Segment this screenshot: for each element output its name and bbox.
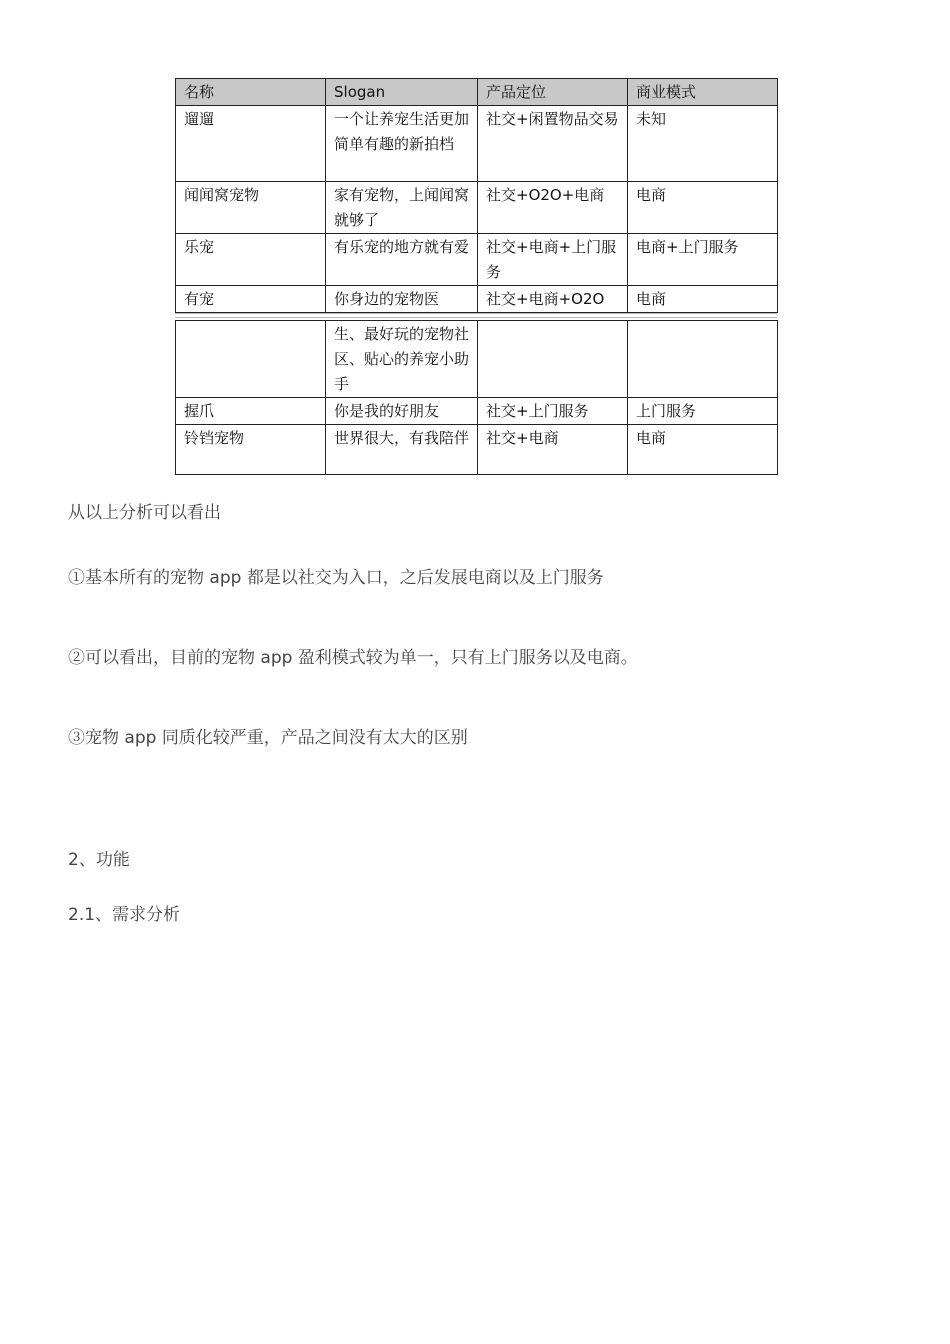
- cell-business-model: 未知: [628, 106, 778, 182]
- table-row: [176, 321, 778, 398]
- table-row: [176, 234, 778, 286]
- point-marker: ①: [68, 568, 85, 588]
- section-title: 、功能: [78, 850, 130, 870]
- section-2-heading: [68, 849, 130, 871]
- point-text-suffix: 同质化较严重，产品之间没有太大的区别: [161, 728, 468, 748]
- cell-name: 有宠: [176, 286, 326, 313]
- cell-name: 握爪: [176, 398, 326, 425]
- table-row: [176, 286, 778, 313]
- point-text-suffix: 都是以社交为入口，之后发展电商以及上门服务: [246, 568, 604, 588]
- cell-positioning: 社交+上门服务: [478, 398, 628, 425]
- header-slogan: Slogan: [326, 79, 478, 106]
- analysis-point-3: [68, 727, 468, 749]
- table-row: [176, 398, 778, 425]
- cell-name: 闻闻窝宠物: [176, 182, 326, 234]
- analysis-point-2: [68, 647, 638, 669]
- table-row: [176, 182, 778, 234]
- cell-positioning: 社交+O2O+电商: [478, 182, 628, 234]
- section-2-1-heading: [68, 904, 180, 926]
- header-positioning: 产品定位: [478, 79, 628, 106]
- point-text-prefix: 基本所有的宠物: [85, 568, 204, 588]
- section-number: 2.1: [68, 905, 96, 925]
- cell-slogan: 有乐宠的地方就有爱: [326, 234, 478, 286]
- header-name: 名称: [176, 79, 326, 106]
- cell-slogan: 世界很大，有我陪伴: [326, 425, 478, 475]
- app-term: app: [124, 728, 157, 748]
- point-text-prefix: 宠物: [85, 728, 119, 748]
- cell-business-model: 电商: [628, 425, 778, 475]
- cell-slogan: 生、最好玩的宠物社区、贴心的养宠小助手: [326, 321, 478, 398]
- cell-business-model: 电商: [628, 286, 778, 313]
- page-break-divider: [175, 313, 777, 318]
- cell-name: 遛遛: [176, 106, 326, 182]
- table-header-row: [176, 79, 778, 106]
- cell-slogan: 你身边的宠物医: [326, 286, 478, 313]
- app-term: app: [209, 568, 242, 588]
- cell-positioning: 社交+电商: [478, 425, 628, 475]
- cell-business-model: 电商: [628, 182, 778, 234]
- cell-business-model: 上门服务: [628, 398, 778, 425]
- cell-positioning: [478, 321, 628, 398]
- table-row: [176, 425, 778, 475]
- section-title: 、需求分析: [95, 905, 181, 925]
- point-text-suffix: 盈利模式较为单一，只有上门服务以及电商。: [297, 648, 638, 668]
- cell-name: 铃铛宠物: [176, 425, 326, 475]
- cell-business-model: [628, 321, 778, 398]
- point-marker: ②: [68, 648, 85, 668]
- cell-business-model: 电商+上门服务: [628, 234, 778, 286]
- competitor-table-top: [175, 78, 778, 313]
- cell-name: 乐宠: [176, 234, 326, 286]
- app-term: app: [260, 648, 293, 668]
- analysis-point-1: [68, 567, 604, 589]
- cell-positioning: 社交+电商+上门服务: [478, 234, 628, 286]
- cell-slogan: 你是我的好朋友: [326, 398, 478, 425]
- cell-positioning: 社交+闲置物品交易: [478, 106, 628, 182]
- cell-name: [176, 321, 326, 398]
- analysis-intro: 从以上分析可以看出: [68, 503, 221, 523]
- point-text-prefix: 可以看出，目前的宠物: [85, 648, 255, 668]
- section-number: 2: [68, 850, 79, 870]
- cell-slogan: 家有宠物，上闻闻窝就够了: [326, 182, 478, 234]
- cell-slogan: 一个让养宠生活更加简单有趣的新拍档: [326, 106, 478, 182]
- cell-positioning: 社交+电商+O2O: [478, 286, 628, 313]
- point-marker: ③: [68, 728, 85, 748]
- competitor-table-bottom: [175, 320, 778, 475]
- table-row: [176, 106, 778, 182]
- header-business-model: 商业模式: [628, 79, 778, 106]
